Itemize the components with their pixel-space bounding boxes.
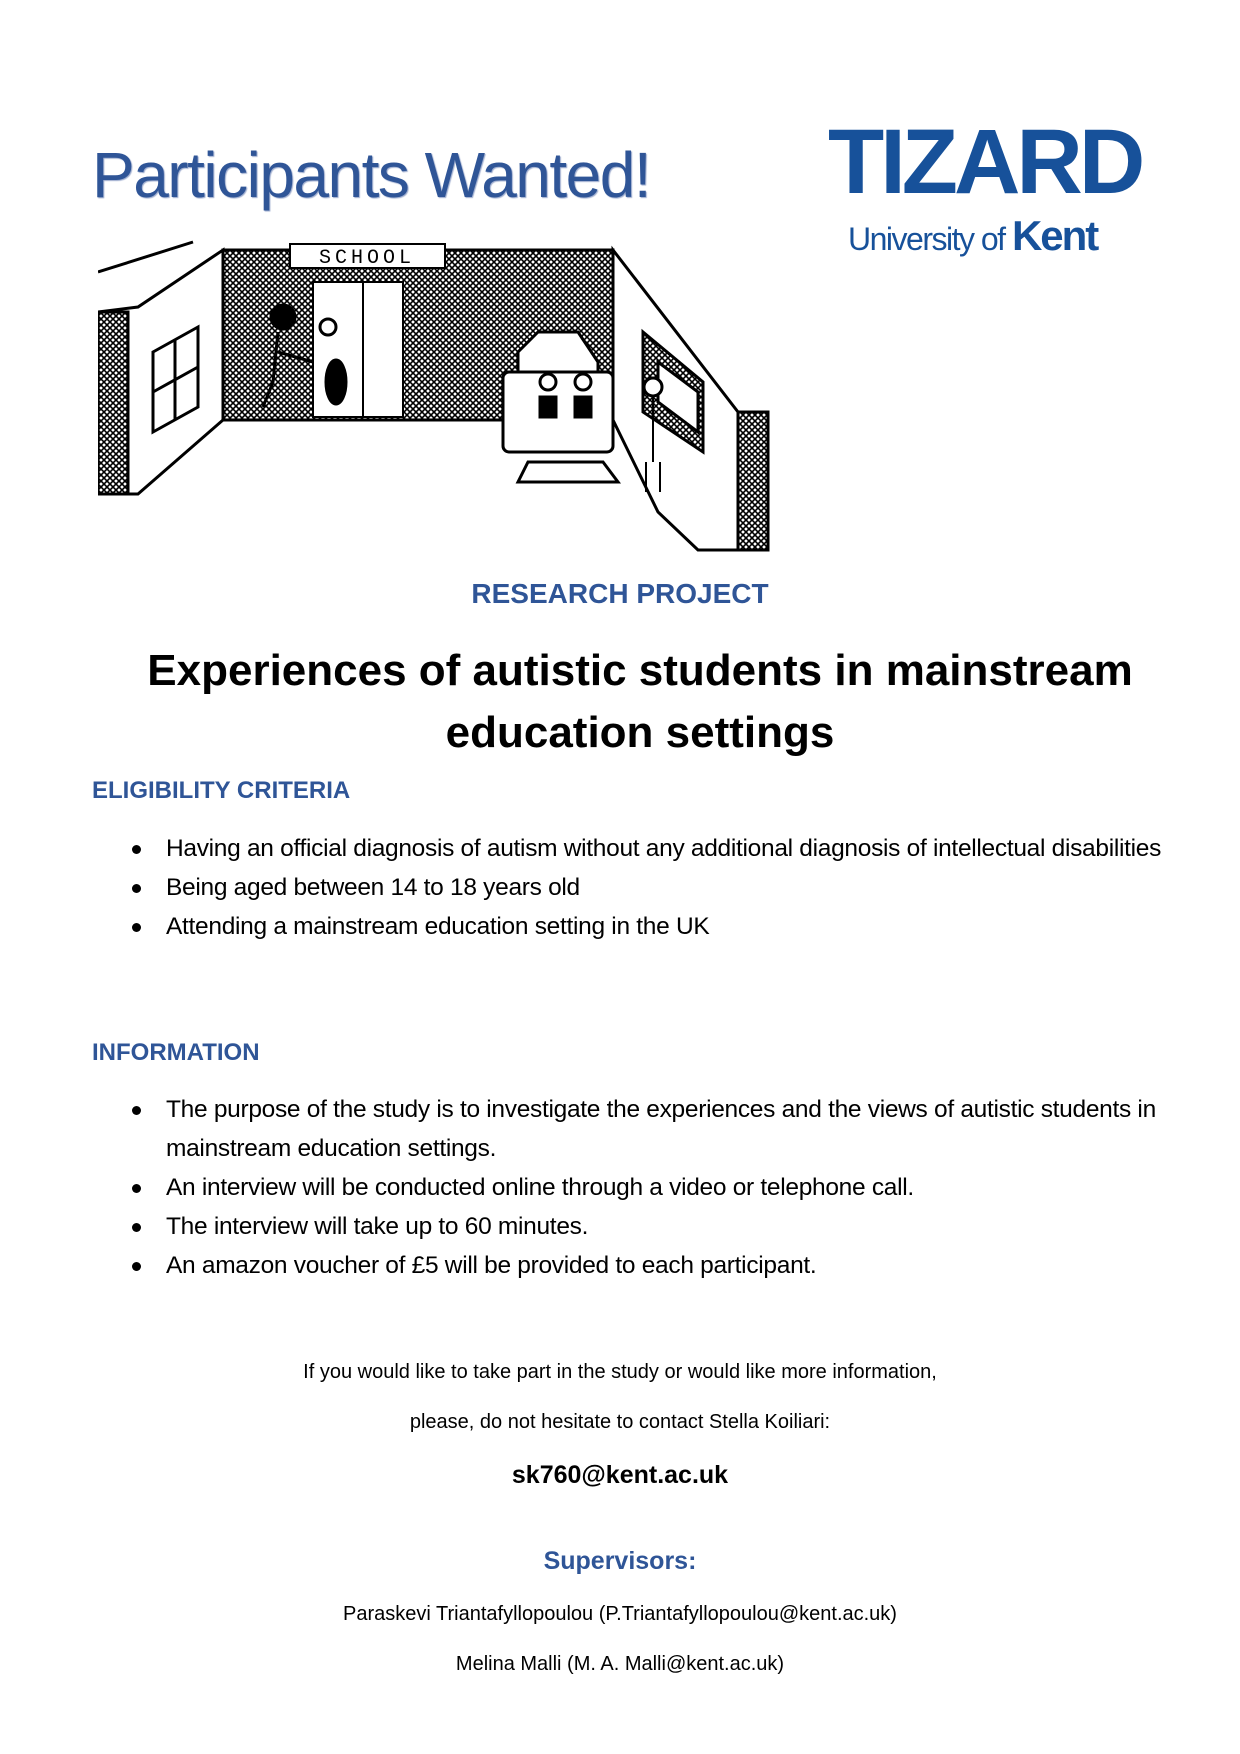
project-title: Experiences of autistic students in mainstream education settings <box>147 646 1133 757</box>
contact-text-line2: please, do not hesitate to contact Stella Koiliari: <box>409 1411 831 1433</box>
contact-email-link[interactable]: sk760@kent.ac.uk <box>511 1461 729 1489</box>
information-heading: INFORMATION <box>92 1039 260 1066</box>
list-item: Being aged between 14 to 18 years old <box>124 868 1184 907</box>
information-list <box>124 1090 1184 1285</box>
list-item: Attending a mainstream education setting in the UK <box>124 907 1184 946</box>
research-project-label: RESEARCH PROJECT <box>471 578 769 609</box>
list-item: An amazon voucher of £5 will be provided to each participant. <box>124 1246 1184 1285</box>
logo-prefix: University of <box>848 221 1005 257</box>
list-item: Having an official diagnosis of autism without any additional diagnosis of intellectual disabilities <box>124 829 1184 868</box>
supervisor-2: Melina Malli (M. A. Malli@kent.ac.uk) <box>455 1653 785 1675</box>
logo-name: Kent <box>1011 212 1098 259</box>
supervisor-1: Paraskevi Triantafyllopoulou (P.Triantafyllopoulou@kent.ac.uk) <box>343 1603 897 1625</box>
eligibility-list <box>124 829 1184 946</box>
tizard-logo: TIZARD <box>828 111 1142 213</box>
university-of-kent-logo <box>848 212 1097 260</box>
contact-text-line1: If you would like to take part in the study or would like more information, <box>303 1361 937 1383</box>
list-item: The interview will take up to 60 minutes. <box>124 1207 1184 1246</box>
eligibility-heading: ELIGIBILITY CRITERIA <box>92 777 351 804</box>
school-sign: SCHOOL <box>318 247 416 270</box>
list-item: The purpose of the study is to investigate the experiences and the views of autistic students in mainstream education settings. <box>124 1090 1184 1168</box>
supervisors-heading: Supervisors: <box>543 1547 697 1575</box>
school-illustration <box>98 232 770 552</box>
list-item: An interview will be conducted online through a video or telephone call. <box>124 1168 1184 1207</box>
page-title: Participants Wanted! <box>92 139 651 211</box>
